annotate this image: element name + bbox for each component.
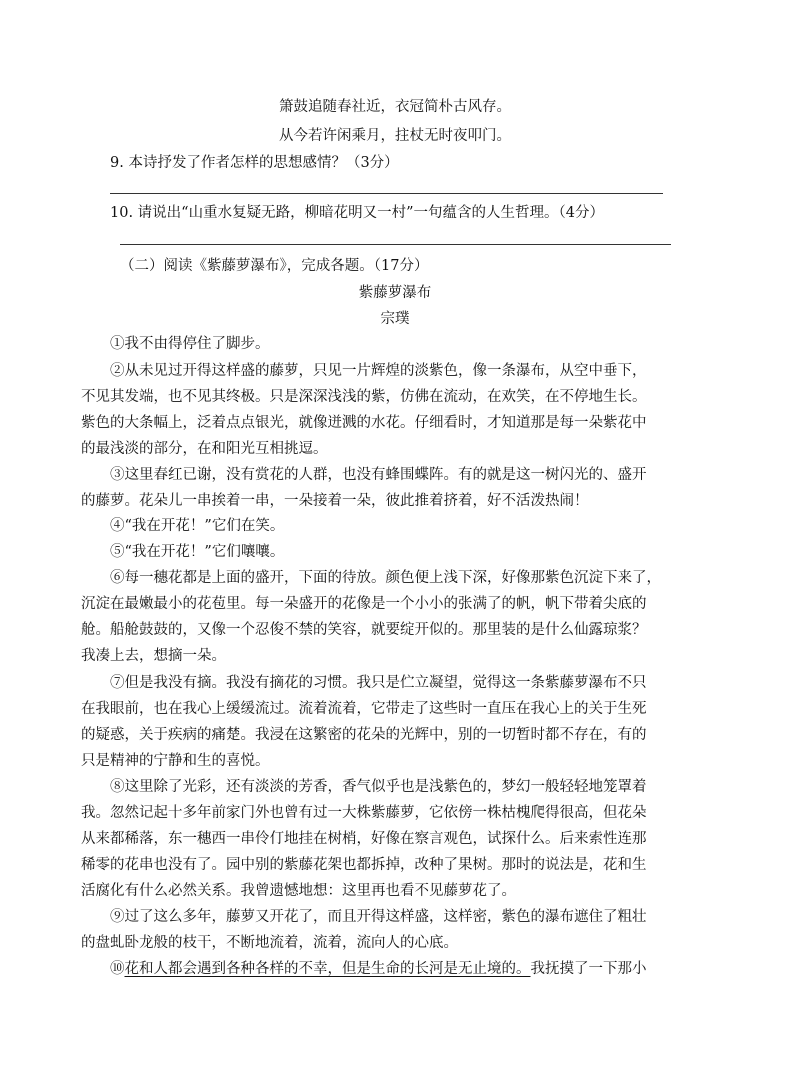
paragraph-2-line: 紫色的大条幅上，泛着点点银光，就像迸溅的水花。仔细看时，才知道那是每一朵紫花中 bbox=[81, 415, 647, 431]
paragraph-6-line: 我凑上去，想摘一朵。 bbox=[81, 648, 226, 664]
question-9: 9. 本诗抒发了作者怎样的思想感情？（3分） bbox=[110, 155, 399, 171]
paragraph-5: ⑤“我在开花！”它们嚷嚷。 bbox=[110, 544, 285, 560]
paragraph-10-tail: 我抚摸了一下那小 bbox=[530, 961, 647, 977]
paragraph-8-line: 我。忽然记起十多年前家门外也曾有过一大株紫藤萝，它依傍一株枯槐爬得很高，但花朵 bbox=[81, 805, 647, 821]
poem-line-2: 从今若许闲乘月，拄杖无时夜叩门。 bbox=[279, 128, 511, 144]
paragraph-6-line: ⑥每一穗花都是上面的盛开，下面的待放。颜色便上浅下深，好像那紫色沉淀下来了， bbox=[110, 570, 661, 586]
paragraph-4: ④“我在开花！”它们在笑。 bbox=[110, 518, 285, 534]
paragraph-2-line: 不见其发端，也不见其终极。只是深深浅浅的紫，仿佛在流动，在欢笑，在不停地生长。 bbox=[81, 389, 647, 405]
paragraph-2-line: 的最浅淡的部分，在和阳光互相挑逗。 bbox=[81, 441, 328, 457]
paragraph-10-number: ⑩ bbox=[110, 961, 125, 977]
paragraph-3-line: ③这里春红已谢，没有赏花的人群，也没有蜂围蝶阵。有的就是这一树闪光的、盛开 bbox=[110, 467, 647, 483]
paragraph-8-line: ⑧这里除了光彩，还有淡淡的芳香，香气似乎也是浅紫色的，梦幻一般轻轻地笼罩着 bbox=[110, 779, 647, 795]
paragraph-7-line: ⑦但是我没有摘。我没有摘花的习惯。我只是伫立凝望，觉得这一条紫藤萝瀑布不只 bbox=[110, 675, 647, 691]
paragraph-3-line: 的藤萝。花朵儿一串挨着一串，一朵接着一朵，彼此推着挤着，好不活泼热闹！ bbox=[81, 493, 589, 509]
answer-line-q10[interactable] bbox=[120, 244, 671, 245]
underlined-sentence: 花和人都会遇到各种各样的不幸，但是生命的长河是无止境的。 bbox=[124, 961, 531, 977]
paragraph-8-line: 稀零的花串也没有了。园中别的紫藤花架也都拆掉，改种了果树。那时的说法是，花和生 bbox=[81, 857, 647, 873]
question-10: 10. 请说出“山重水复疑无路，柳暗花明又一村”一句蕴含的人生哲理。（4分） bbox=[110, 205, 604, 221]
paragraph-10-line bbox=[110, 959, 647, 979]
paragraph-6-line: 沉淀在最嫩最小的花苞里。每一朵盛开的花像是一个小小的张满了的帆，帆下带着尖底的 bbox=[81, 596, 647, 612]
paragraph-9-line: ⑨过了这么多年，藤萝又开花了，而且开得这样盛，这样密，紫色的瀑布遮住了粗壮 bbox=[110, 909, 647, 925]
paragraph-6-line: 舱。船舱鼓鼓的，又像一个忍俊不禁的笑容，就要绽开似的。那里装的是什么仙露琼浆？ bbox=[81, 622, 647, 638]
paragraph-8-line: 从来都稀落，东一穗西一串伶仃地挂在树梢，好像在察言观色，试探什么。后来索性连那 bbox=[81, 831, 647, 847]
answer-line-q9[interactable] bbox=[110, 193, 663, 194]
poem-line-1: 箫鼓追随春社近，衣冠简朴古风存。 bbox=[279, 99, 511, 115]
paragraph-2-line: ②从未见过开得这样盛的藤萝，只见一片辉煌的淡紫色，像一条瀑布，从空中垂下， bbox=[110, 363, 647, 379]
article-title: 紫藤萝瀑布 bbox=[358, 285, 432, 301]
paragraph-8-line: 活腐化有什么必然关系。我曾遗憾地想：这里再也看不见藤萝花了。 bbox=[81, 883, 516, 899]
paragraph-7-line: 的疑惑，关于疾病的痛楚。我浸在这繁密的花朵的光辉中，别的一切暂时都不存在，有的 bbox=[81, 727, 647, 743]
article-author: 宗璞 bbox=[380, 311, 410, 327]
section-heading: （二）阅读《紫藤萝瀑布》，完成各题。（17分） bbox=[120, 258, 429, 274]
paragraph-9-line: 的盘虬卧龙般的枝干，不断地流着，流着，流向人的心底。 bbox=[81, 935, 458, 951]
paragraph-1: ①我不由得停住了脚步。 bbox=[110, 336, 270, 352]
paragraph-7-line: 在我眼前，也在我心上缓缓流过。流着流着，它带走了这些时一直压在我心上的关于生死 bbox=[81, 701, 647, 717]
paragraph-7-line: 只是精神的宁静和生的喜悦。 bbox=[81, 753, 270, 769]
